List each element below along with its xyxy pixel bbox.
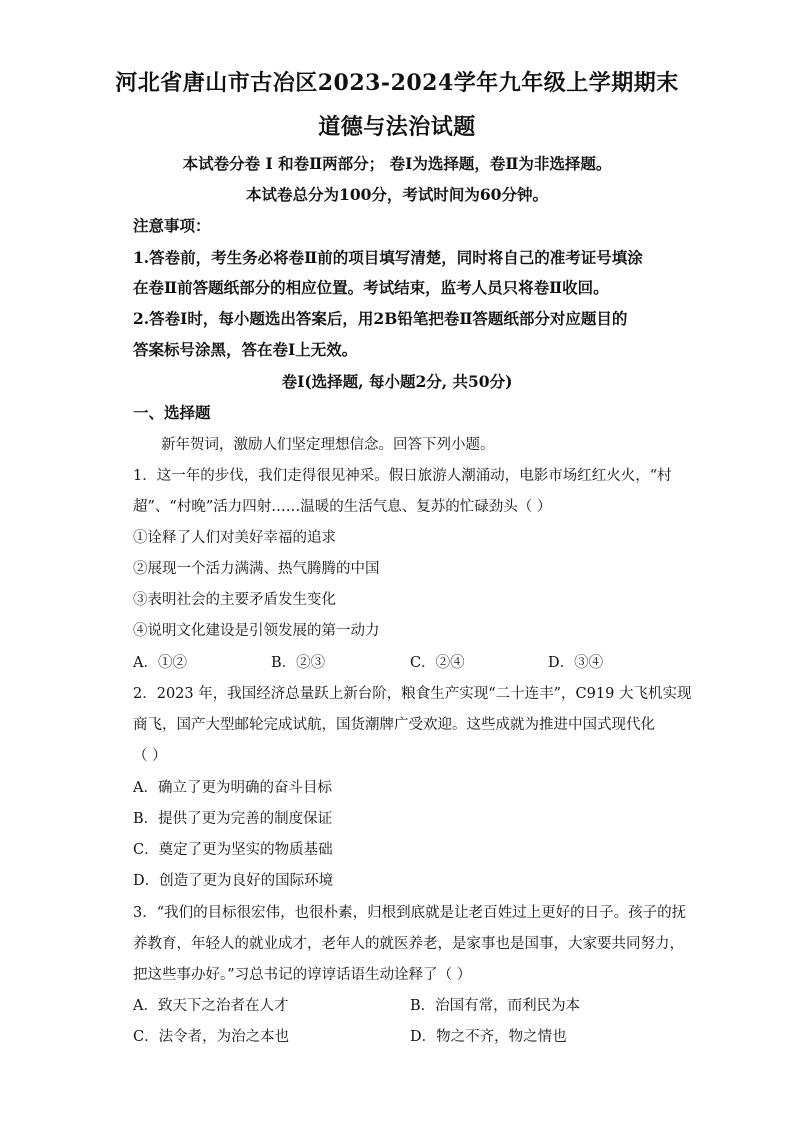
q1-option-b: B．②③ [271,655,326,671]
q2-option-c: C．奠定了更为坚实的物质基础 [133,842,333,858]
q1-stem-line1: 1．这一年的步伐，我们走得很见神采。假日旅游人潮涌动，电影市场红红火火，“村 [133,468,672,484]
exam-title-line2: 道德与法治试题 [318,114,476,140]
q1-stem-line2: 超”、“村晚”活力四射……温暖的生活气息、复苏的忙碌劲头（ ） [133,499,552,515]
exam-info-2: 本试卷总分为100分，考试时间为60分钟。 [246,185,548,204]
q1-statement-4: ④说明文化建设是引领发展的第一动力 [133,623,380,639]
notice-item1-line1: 1.答卷前，考生务必将卷Ⅱ前的项目填写清楚，同时将自己的准考证号填涂 [133,248,643,267]
q2-option-b: B．提供了更为完善的制度保证 [133,811,333,827]
q3-option-a: A．致天下之治者在人才 [133,998,289,1014]
q3-stem-line3: 把这些事办好。”习总书记的谆谆话语生动诠释了（ ） [133,967,472,983]
q3-stem-line1: 3．“我们的目标很宏伟，也很朴素，归根到底就是让老百姓过上更好的日子。孩子的抚 [133,905,687,921]
q2-stem-line1: 2．2023 年，我国经济总量跃上新台阶，粮食生产实现“二十连丰”，C919 大飞机实现 [133,686,692,702]
q1-option-d: D．③④ [548,655,604,671]
q1-option-c: C．②④ [410,655,465,671]
notice-item2-line1: 2.答卷Ⅰ时，每小题选出答案后，用2B铅笔把卷Ⅱ答题纸部分对应题目的 [133,309,628,328]
q2-option-d: D．创造了更为良好的国际环境 [133,873,334,889]
q3-option-c: C．法令者，为治之本也 [133,1029,290,1045]
q1-statement-3: ③表明社会的主要矛盾发生变化 [133,592,336,608]
q1-statement-2: ②展现一个活力满满、热气腾腾的中国 [133,561,380,577]
exam-title-line1: 河北省唐山市古冶区2023-2024学年九年级上学期期末 [115,70,679,96]
q1-statement-1: ①诠释了人们对美好幸福的追求 [133,530,336,546]
q1-option-a: A．①② [133,655,187,671]
notice-item2-line2: 答案标号涂黑，答在卷Ⅰ上无效。 [133,340,358,359]
q3-option-d: D．物之不齐，物之情也 [410,1029,567,1045]
q3-stem-line2: 养教育，年轻人的就业成才，老年人的就医养老，是家事也是国事，大家要共同努力， [133,936,684,952]
part-one-title: 卷Ⅰ(选择题, 每小题2分, 共50分) [281,372,513,391]
q2-stem-line3: （ ） [133,748,167,764]
notice-heading: 注意事项： [133,216,211,235]
q2-option-a: A．确立了更为明确的奋斗目标 [133,780,332,796]
notice-item1-line2: 在卷Ⅱ前答题纸部分的相应位置。考试结束，监考人员只将卷Ⅱ收回。 [133,278,609,297]
section-intro: 新年贺词，激励人们坚定理想信念。回答下列小题。 [161,437,495,453]
q3-option-b: B．治国有常，而利民为本 [410,998,581,1014]
q2-stem-line2: 商飞，国产大型邮轮完成试航，国货潮牌广受欢迎。这些成就为推进中国式现代化 [133,717,655,733]
exam-info-1: 本试卷分卷 Ⅰ 和卷Ⅱ两部分； 卷Ⅰ为选择题，卷Ⅱ为非选择题。 [182,154,612,173]
section-heading: 一、选择题 [133,403,211,422]
